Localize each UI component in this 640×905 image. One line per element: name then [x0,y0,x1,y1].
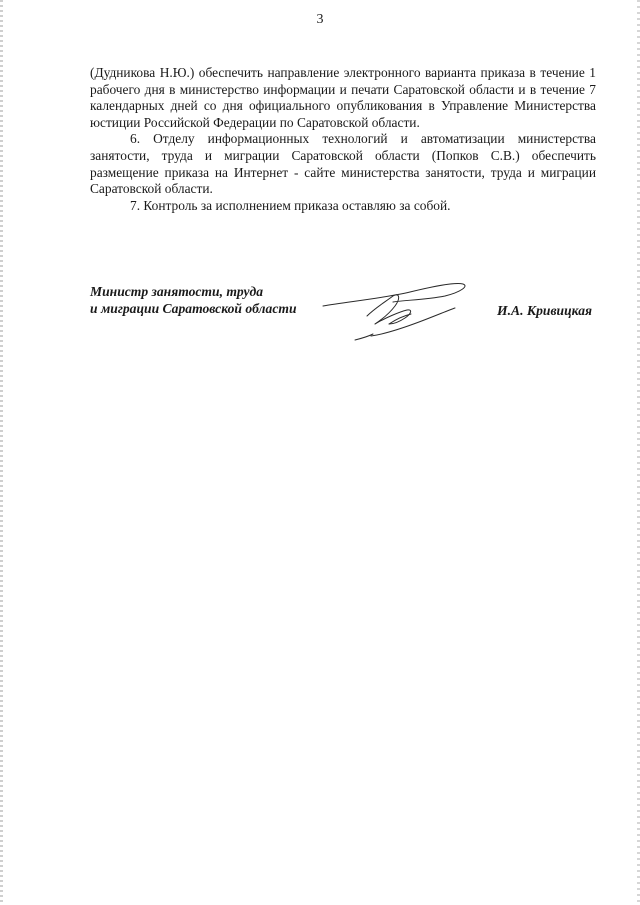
paragraph-continuation: (Дудникова Н.Ю.) обеспечить направление электронного варианта приказа в течение 1 рабочего дня в министерство информации и печати Саратовской области и в течение 7 календарных дней со дня официального опубликования в Управление Министерства юстиции Российской Федерации по Саратовской области. [90,65,596,130]
document-body [90,65,596,214]
scan-edge-left [0,0,3,905]
paragraph-item-6: 6. Отделу информационных технологий и автоматизации министерства занятости, труда и миграции Саратовской области (Попков С.В.) обеспечить размещение приказа на Интернет - сайте министерства занятости, труда и миграции Саратовской области. [90,131,596,197]
page-number: 3 [316,12,324,27]
signer-position-line-2: и миграции Саратовской области [90,301,297,316]
signer-position-line-1: Министр занятости, труда [90,284,264,299]
handwritten-signature [315,278,475,348]
signature-block [90,283,596,353]
signer-position [90,283,297,317]
signer-name: И.А. Кривицкая [497,303,592,318]
paragraph-item-7: 7. Контроль за исполнением приказа оставляю за собой. [130,197,451,213]
